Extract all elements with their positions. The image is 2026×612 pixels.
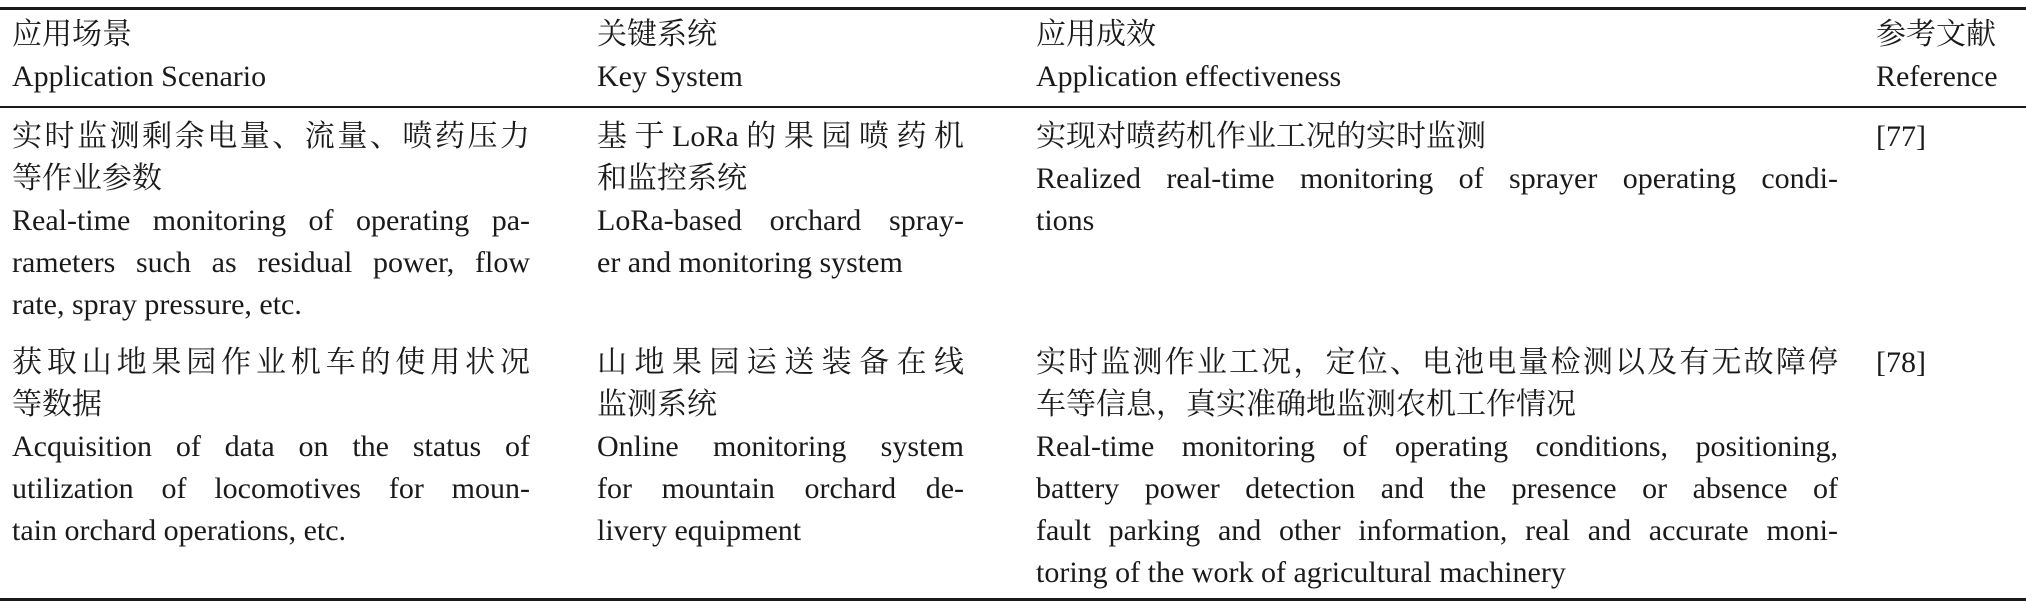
header-zh: 应用成效	[1036, 18, 1156, 51]
cell-line: LoRa-based orchard spray-	[597, 204, 964, 237]
cell-line: tain orchard operations, etc.	[12, 514, 347, 547]
cell-line: rate, spray pressure, etc.	[12, 288, 302, 321]
table-row-2-system	[597, 342, 964, 552]
cell-line: Online monitoring system	[597, 430, 964, 463]
header-zh: 参考文献	[1876, 18, 1996, 51]
cell-line: 监测系统	[597, 388, 717, 421]
table-top-rule	[0, 7, 2026, 10]
cell-line: tions	[1036, 204, 1095, 237]
table-row-1-scenario	[12, 116, 530, 326]
header-key-system	[597, 14, 743, 98]
table-bottom-rule	[0, 598, 2026, 601]
cell-line: rameters such as residual power, flow	[12, 246, 530, 279]
table-row-2-scenario	[12, 342, 530, 552]
cell-line: utilization of locomotives for moun-	[12, 472, 530, 505]
header-en: Reference	[1876, 60, 1998, 93]
table-row-1-reference	[1876, 116, 1926, 158]
table-row-1-effect	[1036, 116, 1838, 242]
cell-line: battery power detection and the presence or absence of	[1036, 472, 1838, 505]
cell-line: Real-time monitoring of operating pa-	[12, 204, 530, 237]
cell-line: fault parking and other information, real and accurate moni-	[1036, 514, 1838, 547]
cell-line: 获取山地果园作业机车的使用状况	[12, 346, 530, 379]
table-row-2-effect	[1036, 342, 1838, 594]
cell-line: 等作业参数	[12, 162, 162, 195]
cell-line: for mountain orchard de-	[597, 472, 964, 505]
header-application-effectiveness	[1036, 14, 1341, 98]
cell-line: 基于LoRa的果园喷药机	[597, 120, 964, 153]
reference-link: [78]	[1876, 346, 1926, 379]
header-en: Application effectiveness	[1036, 60, 1342, 93]
table-header-rule	[0, 106, 2026, 108]
cell-line: 等数据	[12, 388, 102, 421]
header-zh: 应用场景	[12, 18, 132, 51]
cell-line: livery equipment	[597, 514, 802, 547]
cell-line: Realized real-time monitoring of sprayer operating condi-	[1036, 162, 1838, 195]
cell-line: er and monitoring system	[597, 246, 903, 279]
reference-link: [77]	[1876, 120, 1926, 153]
cell-line: 和监控系统	[597, 162, 747, 195]
header-zh: 关键系统	[597, 18, 717, 51]
cell-line: Real-time monitoring of operating conditions, positioning,	[1036, 430, 1838, 463]
header-en: Application Scenario	[12, 60, 267, 93]
header-reference	[1876, 14, 1998, 98]
table-row-2-reference	[1876, 342, 1926, 384]
cell-line: Acquisition of data on the status of	[12, 430, 530, 463]
cell-line: 车等信息，真实准确地监测农机工作情况	[1036, 388, 1576, 421]
cell-line: 实现对喷药机作业工况的实时监测	[1036, 120, 1486, 153]
cell-line: 山地果园运送装备在线	[597, 346, 964, 379]
cell-line: 实时监测剩余电量、流量、喷药压力	[12, 120, 530, 153]
cell-line: 实时监测作业工况，定位、电池电量检测以及有无故障停	[1036, 346, 1838, 379]
table-row-1-system	[597, 116, 964, 284]
header-application-scenario	[12, 14, 266, 98]
cell-line: toring of the work of agricultural machinery	[1036, 556, 1566, 589]
header-en: Key System	[597, 60, 743, 93]
